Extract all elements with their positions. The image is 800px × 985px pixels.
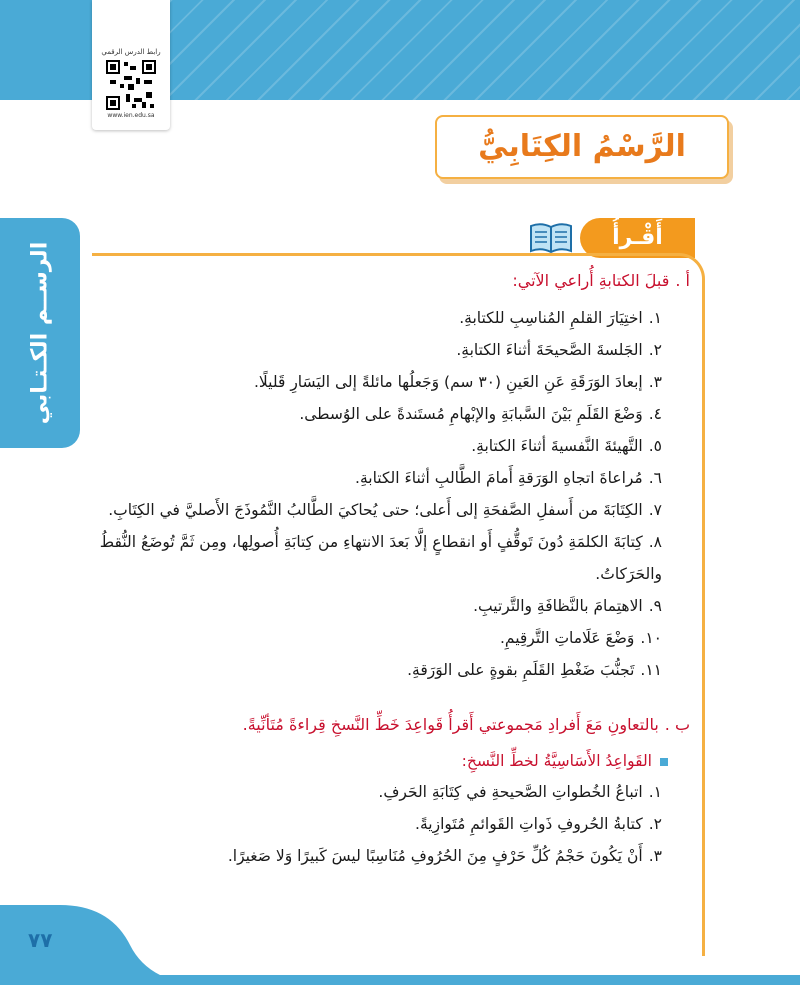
section-b-letter: ب .	[664, 715, 690, 734]
section-a-heading	[95, 268, 690, 294]
section-b-heading-text: بالتعاونِ مَعَ أَفرادِ مَجموعتي أَقرأُ قَواعِدَ خَطِّ النَّسخِ قِراءةً مُتَأنِّيةً.	[242, 715, 659, 734]
list-item	[95, 590, 690, 622]
list-item	[95, 398, 690, 430]
page-number: ٧٧	[28, 928, 53, 952]
item-number: ٣.	[648, 847, 662, 865]
item-text: الاهتِمامَ بالنَّظافَةِ والتَّرتيبِ.	[473, 597, 643, 615]
item-number: ٩.	[648, 597, 662, 615]
item-text: الكِتَابَةَ من أَسفلِ الصَّفحَةِ إلى أَعلى؛ حتى يُحاكيَ الطَّالبُ النَّمُوذَجَ الأَصليَّ في الكِتَابِ.	[108, 501, 643, 519]
item-text: وَضْعَ عَلَاماتِ التَّرقِيمِ.	[499, 629, 635, 647]
list-item	[95, 840, 690, 872]
item-number: ٣.	[648, 373, 662, 391]
section-b-list	[95, 776, 690, 872]
bottom-footer-band	[0, 905, 800, 985]
item-text: التَّهيئةَ النَّفسيةَ أثناءَ الكتابةِ.	[471, 437, 643, 455]
qr-code-icon[interactable]	[106, 60, 156, 110]
lesson-title-box	[435, 115, 729, 179]
item-text: مُراعاةَ اتجاهِ الوَرَقةِ أَمامَ الطَّالبِ أثناءَ الكتابةِ.	[355, 469, 643, 487]
list-item	[95, 622, 690, 654]
list-item	[95, 462, 690, 494]
list-item	[95, 808, 690, 840]
item-number: ١.	[648, 783, 662, 801]
header-pattern	[170, 0, 800, 100]
list-item	[95, 366, 690, 398]
section-b-subheading	[95, 746, 690, 776]
lesson-content	[95, 268, 690, 872]
qr-label: رابط الدرس الرقمي	[101, 48, 161, 56]
item-number: ٢.	[648, 815, 662, 833]
digital-lesson-card[interactable]	[92, 0, 170, 130]
item-text: كتابةُ الحُروفِ ذَواتِ القَوائمِ مُتَوازِيةً.	[415, 815, 643, 833]
item-number: ١٠.	[640, 629, 662, 647]
list-item	[95, 430, 690, 462]
list-item	[95, 302, 690, 334]
item-number: ٧.	[648, 501, 662, 519]
item-number: ٦.	[648, 469, 662, 487]
section-b-heading	[95, 712, 690, 738]
list-item	[95, 494, 690, 526]
item-text: اختِيَارَ القلمِ المُناسِبِ للكتابةِ.	[459, 309, 643, 327]
section-gap	[95, 686, 690, 712]
open-book-icon	[528, 222, 574, 254]
section-a-letter: أ .	[675, 271, 690, 290]
item-number: ١١.	[640, 661, 662, 679]
item-text: الجَلسةَ الصَّحيحَةَ أثناءَ الكتابةِ.	[456, 341, 643, 359]
read-badge-label: أَقْـرأُ	[612, 225, 663, 250]
item-number: ١.	[648, 309, 662, 327]
item-text: وَضْعَ القَلَمِ بَيْنَ السَّبابَةِ والإبْهامِ مُستَندةً على الوُسطى.	[299, 405, 643, 423]
list-item	[95, 334, 690, 366]
item-text: تَجنُّبَ ضَغْطِ القَلَمِ بقوةٍ على الوَرَقةِ.	[407, 661, 635, 679]
item-number: ٢.	[648, 341, 662, 359]
read-badge	[580, 218, 695, 258]
item-number: ٨.	[648, 533, 662, 551]
item-text: اتباعُ الخُطواتِ الصَّحيحةِ في كِتَابَةِ الحَرفِ.	[378, 783, 643, 801]
page-title: الرَّسْمُ الكِتَابِيُّ	[478, 129, 686, 164]
item-text: إبعادَ الوَرَقَةِ عَنِ العَينِ (٣٠ سم) وَجَعلُها مائلةً إلى اليَسَارِ قَليلًا.	[254, 373, 643, 391]
list-item	[95, 526, 690, 590]
list-item	[95, 654, 690, 686]
square-bullet-icon	[660, 758, 668, 766]
side-tab-label: الرســم الكـتـابي	[27, 241, 53, 425]
qr-url[interactable]: www.ien.edu.sa	[107, 112, 155, 119]
section-a-heading-text: قبلَ الكتابةِ أُراعي الآتي:	[512, 271, 670, 290]
section-b-subheading-text: القَواعِدُ الأَسَاسِيَّةُ لخطِّ النَّسخِ:	[461, 752, 652, 770]
section-a-list	[95, 302, 690, 686]
item-number: ٥.	[648, 437, 662, 455]
item-text: أَنْ يَكُونَ حَجْمُ كُلِّ حَرْفٍ مِنَ الحُرُوفِ مُنَاسِبًا ليسَ كَبيرًا وَلا صَغيرًا.	[227, 847, 643, 865]
item-number: ٤.	[648, 405, 662, 423]
side-chapter-tab	[0, 218, 80, 448]
list-item	[95, 776, 690, 808]
item-text: كِتابَةَ الكلمَةِ دُونَ تَوقُّفٍ أَو انقطاعٍ إلَّا بَعدَ الانتهاءِ من كِتابَةِ أُصولِها، ومِن ثَمَّ تُوضَعُ النُّقطُ والحَرَكاتُ.	[99, 533, 662, 583]
